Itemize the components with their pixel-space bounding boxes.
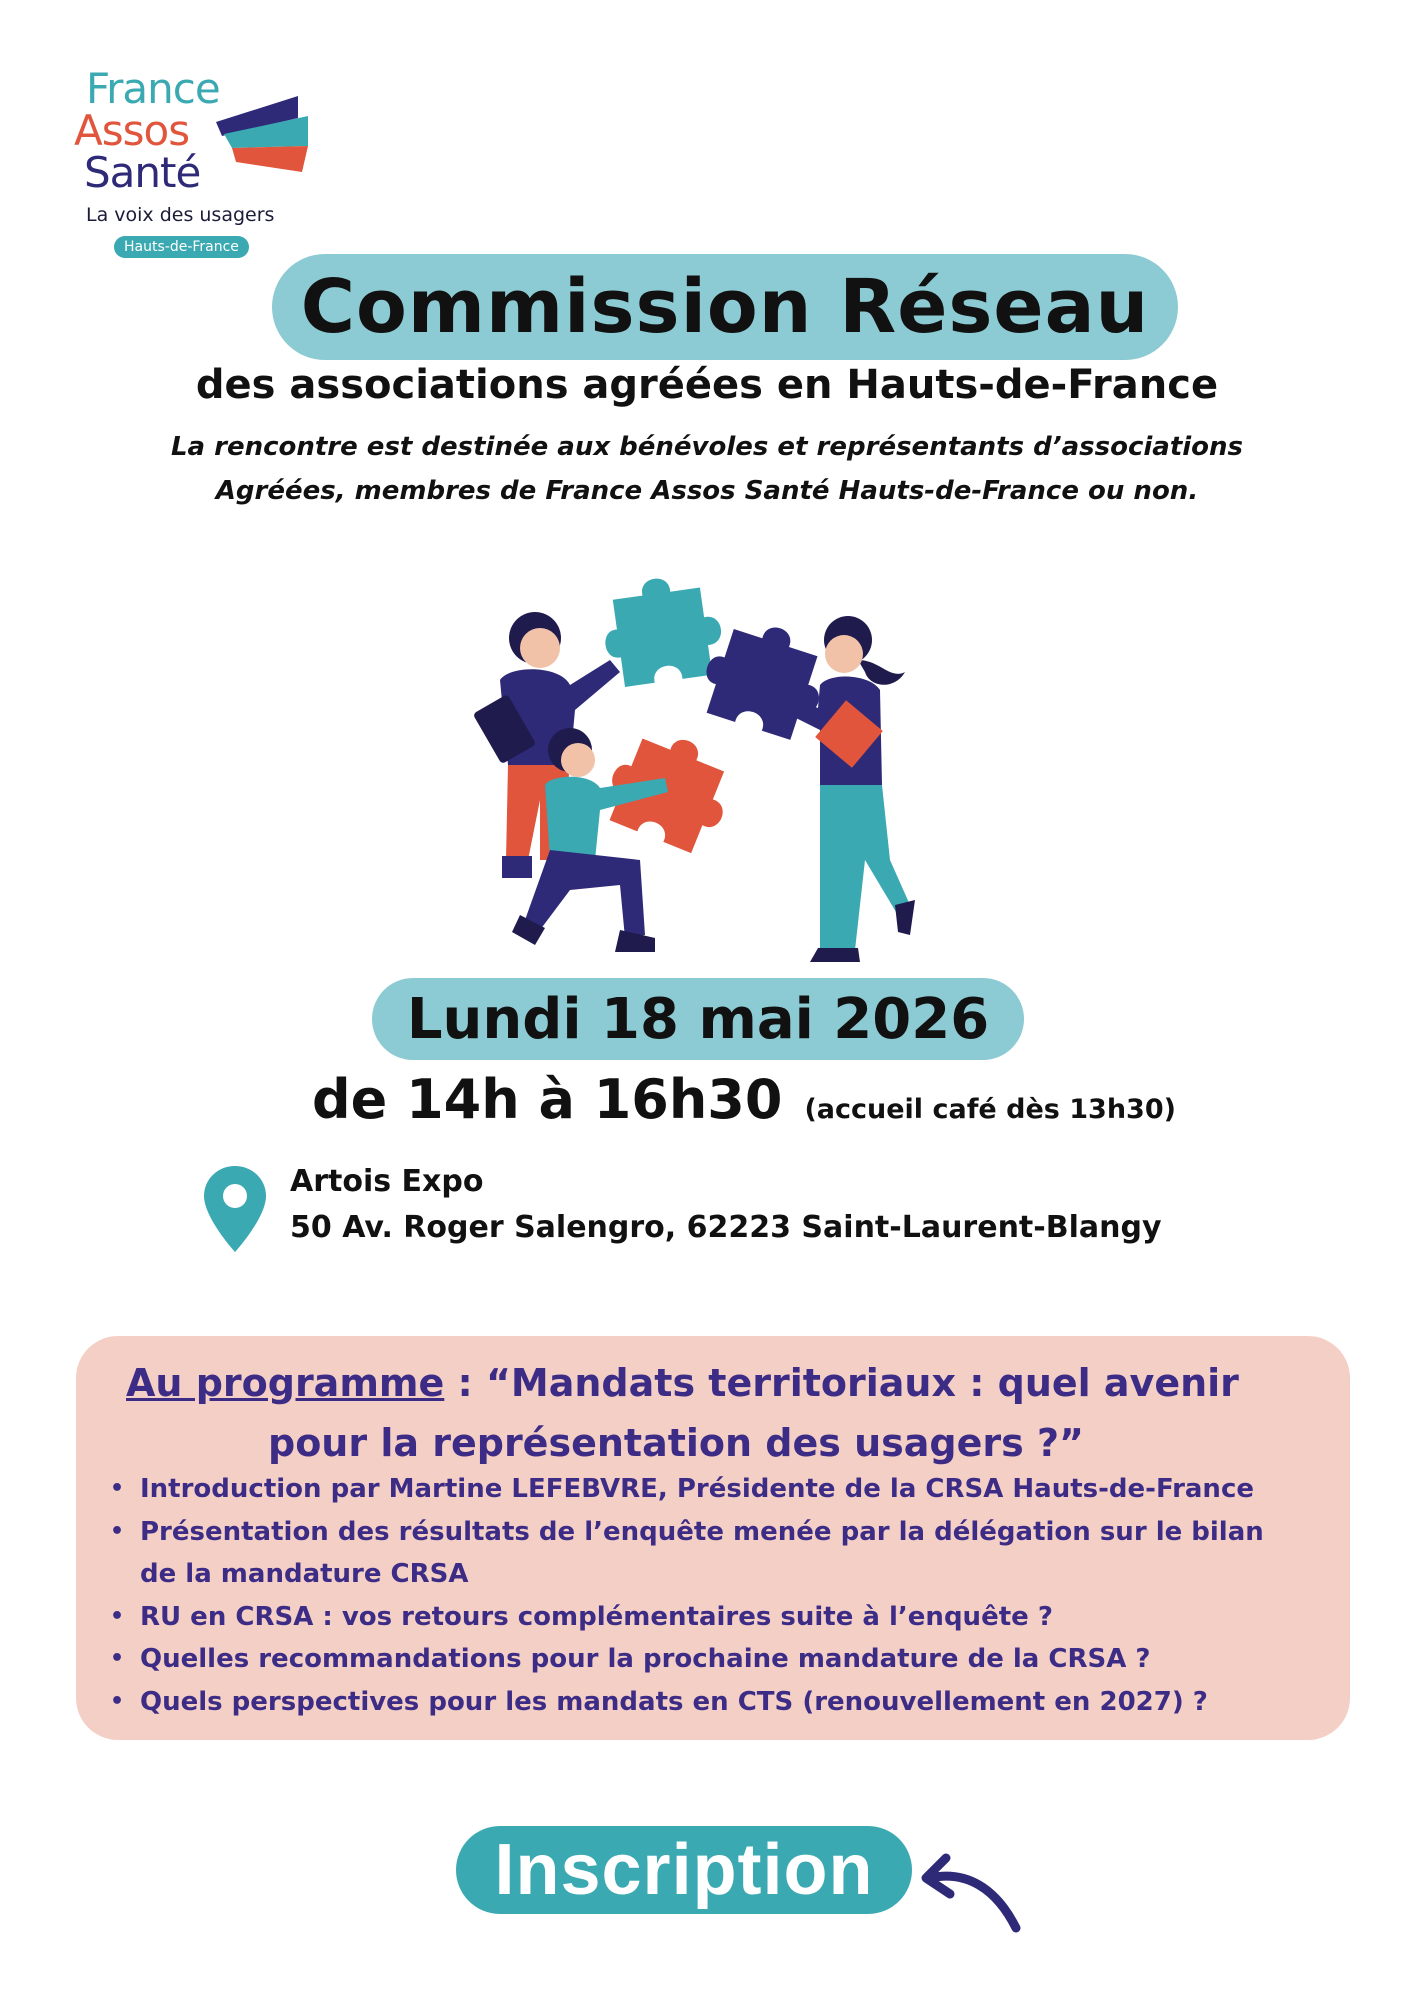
- program-item: • Quels perspectives pour les mandats en CTS (renouvellement en 2027) ?: [140, 1681, 1380, 1724]
- logo-word-sante: Santé: [84, 148, 201, 197]
- venue-address: 50 Av. Roger Salengro, 62223 Saint-Laurent-Blangy: [290, 1210, 1162, 1245]
- event-time-note: (accueil café dès 13h30): [804, 1094, 1176, 1125]
- program-title-part2: pour la représentation des usagers ?”: [268, 1421, 1084, 1465]
- page-title: Commission Réseau: [300, 264, 1150, 350]
- inscription-label: Inscription: [494, 1830, 874, 1910]
- title-pill: [272, 254, 1178, 360]
- intro-line-2: Agréées, membres de France Assos Santé Hauts-de-France ou non.: [215, 476, 1199, 506]
- time-row: [312, 1068, 1312, 1131]
- program-list: [94, 1468, 1380, 1723]
- page-subtitle: des associations agréées en Hauts-de-France: [195, 362, 1219, 408]
- event-date: Lundi 18 mai 2026: [406, 986, 990, 1052]
- program-box: [76, 1336, 1350, 1740]
- logo-tagline: La voix des usagers: [86, 204, 275, 226]
- logo-word-assos: Assos: [74, 106, 190, 155]
- people-puzzle-illustration-icon: [440, 560, 980, 980]
- program-item: • Introduction par Martine LEFEBVRE, Présidente de la CRSA Hauts-de-France: [140, 1468, 1380, 1511]
- program-item: • RU en CRSA : vos retours complémentaires suite à l’enquête ?: [140, 1596, 1380, 1639]
- program-title-part1: : “Mandats territoriaux : quel avenir: [444, 1361, 1239, 1405]
- location-pin-icon: [204, 1166, 266, 1252]
- program-heading: [126, 1354, 1326, 1412]
- program-item-continuation: de la mandature CRSA: [140, 1559, 469, 1589]
- date-pill: [372, 978, 1024, 1060]
- intro-line-1: La rencontre est destinée aux bénévoles et représentants d’associations: [170, 432, 1244, 462]
- logo-shapes-icon: [214, 96, 310, 176]
- program-item: • Quelles recommandations pour la prochaine mandature de la CRSA ?: [140, 1638, 1380, 1681]
- program-item: • Présentation des résultats de l’enquête menée par la délégation sur le bilan: [140, 1511, 1380, 1554]
- organization-logo: [66, 62, 326, 262]
- venue-name: Artois Expo: [290, 1164, 484, 1199]
- event-time: de 14h à 16h30: [312, 1068, 783, 1131]
- logo-region-badge: Hauts-de-France: [114, 236, 249, 258]
- program-label: Au programme: [126, 1361, 445, 1405]
- curved-arrow-icon: [916, 1848, 1026, 1934]
- logo-word-france: France: [86, 64, 220, 113]
- inscription-button[interactable]: [456, 1826, 912, 1914]
